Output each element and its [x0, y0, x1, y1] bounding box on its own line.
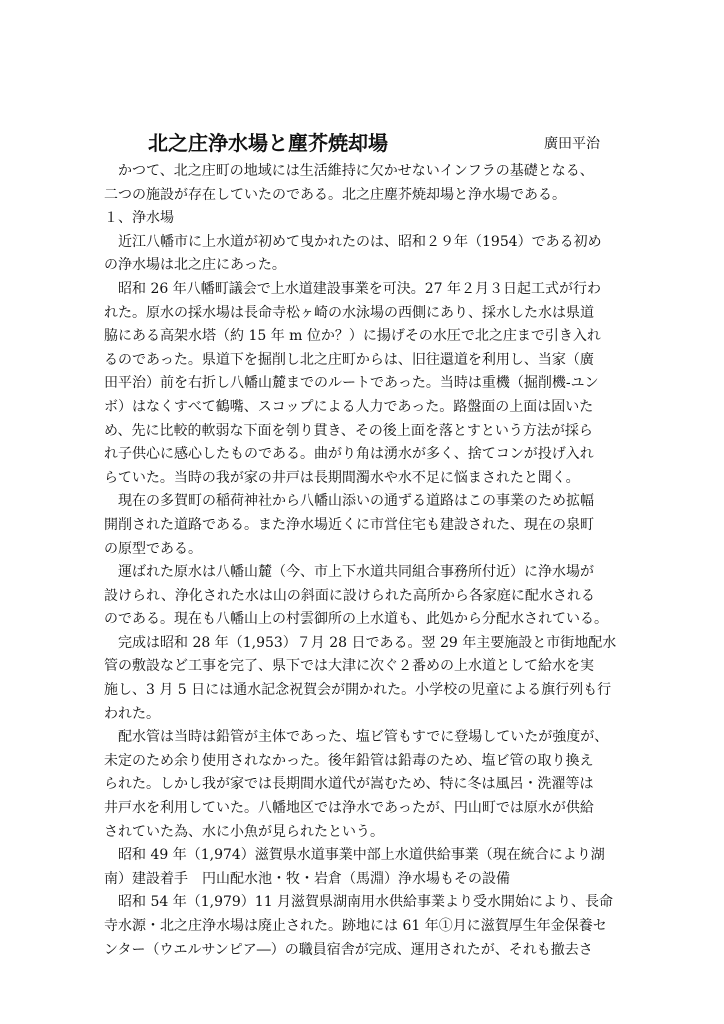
text-line: 昭和 26 年八幡町議会で上水道建設事業を可決。27 年２月３日起工式が行わ [104, 280, 601, 297]
text-line: われた。 [104, 705, 160, 722]
text-line: 脇にある高架水塔（約 15 年 m 位か？）に揚げその水圧で北之庄まで引き入れ [104, 328, 601, 345]
text-line: 管の敷設など工事を完了、県下では大津に次ぐ２番めの上水道として給水を実 [104, 658, 594, 675]
text-line: のである。現在も八幡山上の村雲御所の上水道も、此処から分配水されている。 [104, 611, 608, 628]
text-line: 未定のため余り使用されなかった。後年鉛管は鉛毒のため、塩ビ管の取り換え [104, 752, 594, 769]
text-line: 完成は昭和 28 年（1,953）７月 28 日である。翌 29 年主要施設と市街地配水 [104, 634, 617, 651]
text-line: されていた為、水に小魚が見られたという。 [104, 823, 384, 840]
text-line: ボ）はなくすべて鶴嘴、スコップによる人力であった。路盤面の上面は固いた [104, 398, 594, 415]
text-line: 南）建設着手 円山配水池・牧・岩倉（馬淵）浄水場もその設備 [104, 870, 510, 887]
text-line: るのであった。県道下を掘削し北之庄町からは、旧往還道を利用し、当家（廣 [104, 351, 594, 368]
text-line: られた。しかし我が家では長期間水道代が嵩むため、特に冬は風呂・洗濯等は [104, 776, 594, 793]
text-line: 運ばれた原水は八幡山麓（今、市上下水道共同組合事務所付近）に浄水場が [104, 564, 594, 581]
text-line: 昭和 49 年（1,974）滋賀県水道事業中部上水道供給事業（現在統合により湖 [104, 847, 605, 864]
document-body [104, 160, 624, 962]
text-line: 二つの施設が存在していたのである。北之庄塵芥焼却場と浄水場である。 [104, 186, 566, 203]
text-line: 寺水源・北之庄浄水場は廃止された。跡地には 61 年①月に滋賀厚生年金保養セ [104, 918, 607, 934]
document-title: 北之庄浄水場と塵芥焼却場 [148, 131, 388, 155]
text-line: れ子供心に感心したものである。曲がり角は湧水が多く、捨てコンが投げ入れ [104, 446, 594, 463]
text-line: れた。原水の採水場は長命寺松ヶ崎の水泳場の西側にあり、採水した水は県道 [104, 304, 594, 321]
text-line: 田平治）前を右折し八幡山麓までのルートであった。当時は重機（掘削機-ユン [104, 375, 599, 392]
text-line: の浄水場は北之庄にあった。 [104, 257, 286, 274]
text-line: の原型である。 [104, 540, 202, 557]
text-line: 近江八幡市に上水道が初めて曳かれたのは、昭和２９年（1954）である初め [104, 233, 602, 250]
text-line: 現在の多賀町の稲荷神社から八幡山添いの通ずる道路はこの事業のため拡幅 [104, 493, 594, 510]
text-line: 井戸水を利用していた。八幡地区では浄水であったが、円山町では原水が供給 [104, 800, 594, 817]
text-line: め、先に比較的軟弱な下面を刳り貫き、その後上面を落とすという方法が採ら [104, 422, 593, 439]
text-line: 施し、3 月 5 日には通水記念祝賀会が開かれた。小学校の児童による旗行列も行 [104, 682, 612, 699]
text-line: 設けられ、浄化された水は山の斜面に設けられた高所から各家庭に配水される [104, 587, 595, 604]
text-line: らていた。当時の我が家の井戸は長期間濁水や水不足に悩まされたと聞く。 [104, 469, 580, 486]
text-line: 配水管は当時は鉛管が主体であった、塩ビ管もすでに登場していたが強度が、 [104, 729, 609, 746]
text-line: 開削された道路である。また浄水場近くに市営住宅も建設された、現在の泉町 [104, 516, 594, 533]
text-line: １、浄水場 [104, 210, 174, 227]
author-name: 廣田平治 [544, 136, 600, 152]
text-line: ンター（ウエルサンピア―）の職員宿舎が完成、運用されたが、それも撤去さ [104, 941, 593, 958]
text-line: かつて、北之庄町の地域には生活維持に欠かせないインフラの基礎となる、 [104, 163, 594, 179]
text-line: 昭和 54 年（1,979）11 月滋賀県湖南用水供給事業より受水開始により、長命 [104, 894, 614, 911]
